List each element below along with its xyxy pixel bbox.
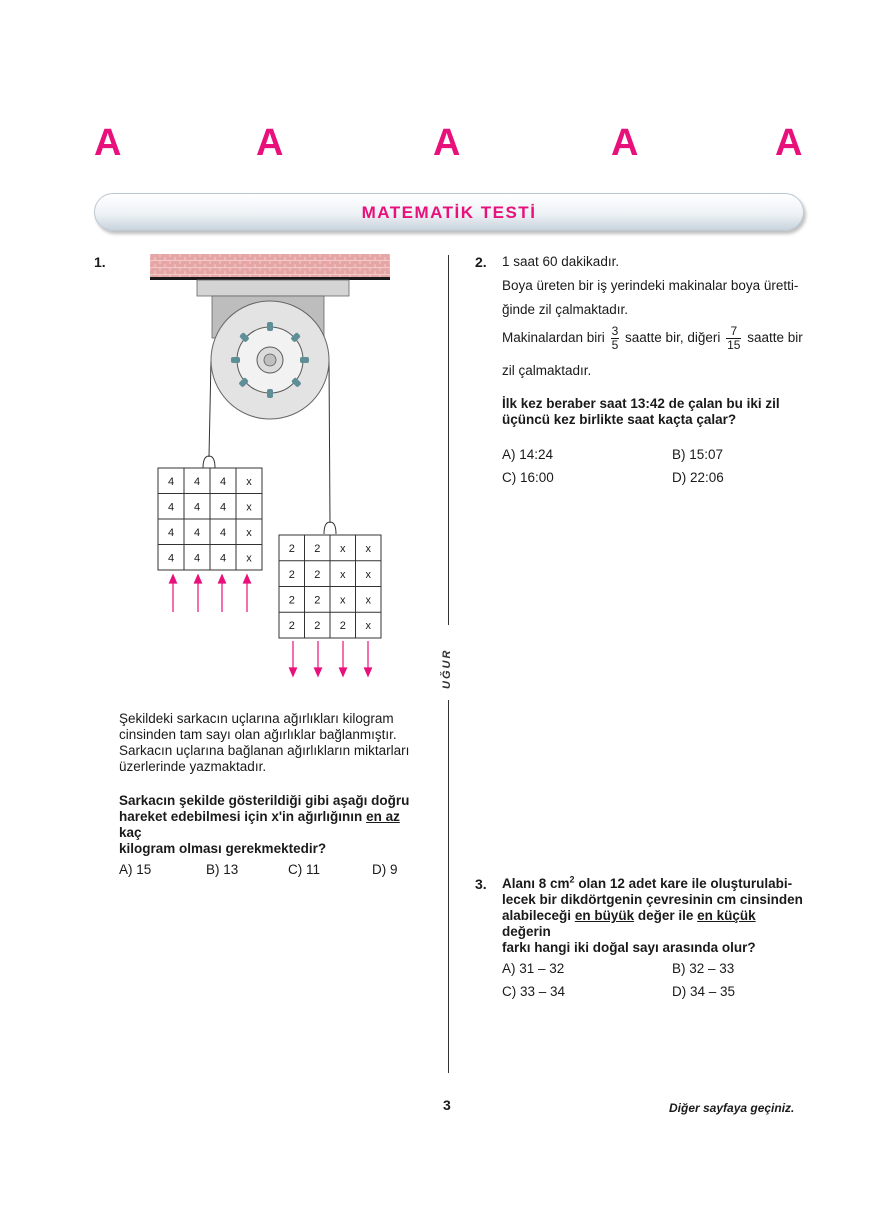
question-2-number: 2. [475,254,487,270]
q1-option-d[interactable]: D) 9 [372,862,398,877]
weight-cell: x [246,527,252,539]
emphasis-underline: en küçük [697,908,756,923]
q2-option-d[interactable]: D) 22:06 [672,470,724,485]
text-line [502,908,806,940]
ceiling-beam [150,277,390,280]
question-2-prompt [502,396,806,428]
column-divider [448,255,449,625]
text-line [119,809,423,841]
fraction-3-5 [611,325,620,352]
text-span: kaç [119,825,142,840]
right-weight-block [279,535,381,638]
weight-cell: 4 [219,527,227,539]
fraction-numerator: 7 [726,325,741,339]
text-span: değer ile [637,908,694,923]
weight-cell: 4 [219,476,227,488]
right-rope [329,360,330,523]
weight-cell: 2 [314,543,321,555]
fraction-denominator: 15 [727,337,741,352]
right-downward-arrows [290,641,372,676]
question-1-stem [119,711,421,775]
text-span: Alanı 8 cm [502,876,570,891]
q2-line: Boya üreten bir iş yerindeki makinalar boya üretti- [502,278,799,293]
weight-cell: 2 [314,569,321,581]
weight-cell: 2 [288,569,295,581]
fraction-denominator: 5 [611,337,619,352]
text-span: hareket edebilmesi için x'in ağırlığının [119,809,363,824]
weight-cell: 2 [288,594,295,607]
left-hook [203,456,215,468]
text-line: üçüncü kez birlikte saat kaçta çalar? [502,412,737,427]
weight-cell: 4 [193,527,201,539]
weight-cell: 4 [167,501,175,514]
text-span: olan 12 adet kare ile oluşturulabi- [578,876,793,891]
q1-option-a[interactable]: A) 15 [119,862,152,877]
q2-fraction-line [502,324,807,352]
test-title-bar [94,193,804,231]
weight-cell: x [365,620,371,632]
test-title: MATEMATİK TESTİ [361,203,537,222]
left-upward-arrows [170,575,251,612]
q2-option-a[interactable]: A) 14:24 [502,447,554,462]
weight-cell: x [365,594,371,607]
weight-cell: 4 [193,476,201,488]
weight-cell: x [340,543,346,555]
question-1-prompt [119,793,423,857]
weight-cell: 4 [167,527,175,539]
weight-cell: 4 [193,552,201,565]
text-span: saatte bir [747,330,803,345]
q3-option-a[interactable]: A) 31 – 32 [502,961,565,976]
q2-option-b[interactable]: B) 15:07 [672,447,724,462]
text-span: değerin [502,924,551,939]
weight-cell: 4 [167,476,175,488]
left-weight-block [158,468,262,570]
booklet-letter: A [433,122,461,164]
text-span: alabileceği [502,908,572,923]
text-line: üzerlerinde yazmaktadır. [119,759,267,774]
emphasis-underline: en az [366,809,400,824]
text-span: saatte bir, diğeri [625,330,721,345]
weight-cell: x [246,476,252,488]
text-line: Sarkacın uçlarına bağlanan ağırlıkların miktarları [119,743,410,758]
q3-option-b[interactable]: B) 32 – 33 [672,961,735,976]
text-line [502,876,806,892]
column-divider [448,700,449,1073]
text-line: lecek bir dikdörtgenin çevresinin cm cinsinden [502,892,803,907]
next-page-notice: Diğer sayfaya geçiniz. [669,1101,795,1115]
text-span: Makinalardan biri [502,330,605,345]
weight-cell: 4 [219,552,227,565]
weight-cell: 2 [314,620,321,632]
weight-cell: x [246,501,252,514]
weight-cell: 2 [314,594,321,607]
weight-cell: 4 [193,501,201,514]
superscript: 2 [569,874,575,885]
q1-option-b[interactable]: B) 13 [206,862,239,877]
right-hook [324,522,336,534]
booklet-letter: A [611,122,639,164]
text-line: farkı hangi iki doğal sayı arasında olur? [502,940,756,955]
weight-cell: x [340,569,346,581]
q2-line: 1 saat 60 dakikadır. [502,254,620,269]
weight-cell: x [246,552,252,565]
pulley-hub [264,354,276,366]
q2-line: zil çalmaktadır. [502,363,592,378]
q2-option-c[interactable]: C) 16:00 [502,470,554,485]
weight-cell: 4 [167,552,175,565]
booklet-letter: A [256,122,284,164]
weight-cell: 2 [288,543,295,555]
ceiling-bricks [150,254,390,278]
pulley-mount-plate [197,280,349,296]
question-1-number: 1. [94,254,106,270]
question-3-prompt [502,876,806,956]
booklet-letter: A [94,122,122,164]
weight-cell: 4 [219,501,227,514]
booklet-letter: A [775,122,803,164]
emphasis-underline: en büyük [574,908,635,923]
weight-cell: 2 [339,620,346,632]
weight-cell: x [340,594,346,607]
text-line: kilogram olması gerekmektedir? [119,841,327,856]
q3-option-d[interactable]: D) 34 – 35 [672,984,736,999]
weight-cell: x [365,569,371,581]
pulley-figure [140,250,400,690]
fraction-numerator: 3 [611,323,619,338]
weight-cell: x [365,543,371,555]
q2-line: ğinde zil çalmaktadır. [502,302,629,317]
text-line: İlk kez beraber saat 13:42 de çalan bu iki zil [502,396,780,411]
q3-option-c[interactable]: C) 33 – 34 [502,984,566,999]
q1-option-c[interactable]: C) 11 [288,862,321,877]
left-rope [209,360,211,457]
text-line: Şekildeki sarkacın uçlarına ağırlıkları kilogram [119,711,394,726]
fraction-7-15 [726,325,741,352]
publisher-mark: UĞUR [441,648,453,689]
page-number: 3 [443,1097,451,1113]
text-line: Sarkacın şekilde gösterildiği gibi aşağı doğru [119,793,410,808]
question-3-number: 3. [475,876,487,892]
text-line: cinsinden tam sayı olan ağırlıklar bağlanmıştır. [119,727,397,742]
weight-cell: 2 [288,620,295,632]
